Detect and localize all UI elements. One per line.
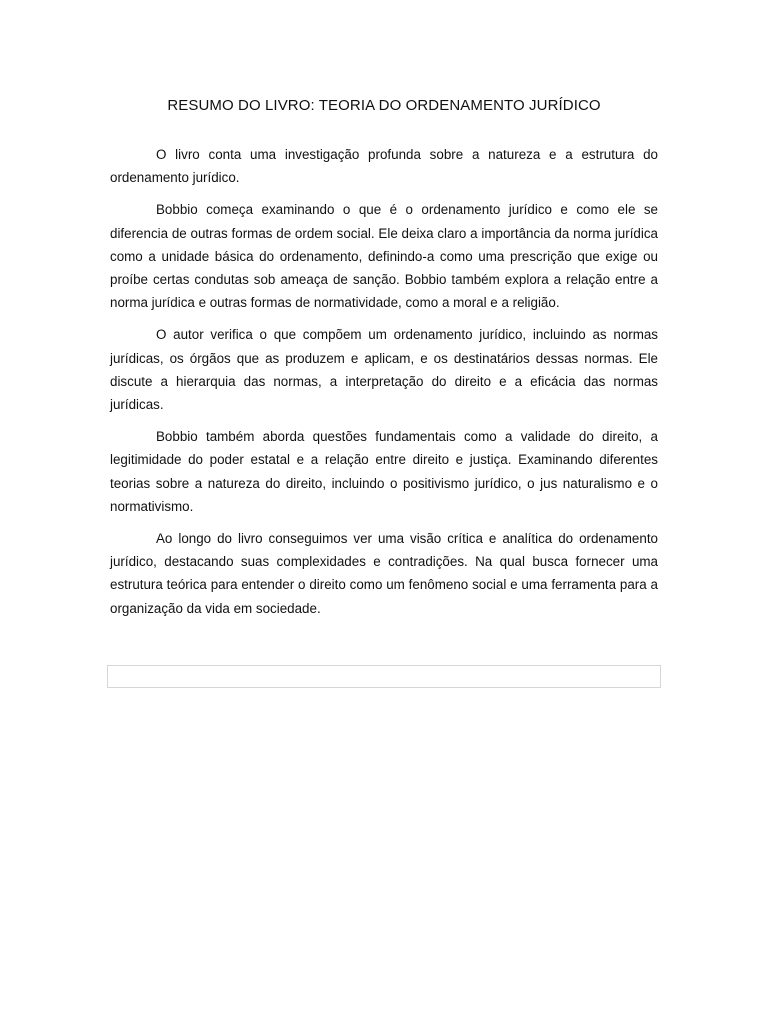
empty-text-box: [107, 665, 661, 688]
paragraph: Bobbio começa examinando o que é o ordenamento jurídico e como ele se diferencia de outras formas de ordem social. Ele deixa claro a importância da norma jurídica como a unidade básica do ordenamento, definindo-a como uma prescrição que exige ou proíbe certas condutas sob ameaça de sanção. Bobbio também explora a relação entre a norma jurídica e outras formas de normatividade, como a moral e a religião.: [110, 202, 658, 311]
paragraph: Bobbio também aborda questões fundamentais como a validade do direito, a legitimidade do poder estatal e a relação entre direito e justiça. Examinando diferentes teorias sobre a natureza do direito, incluindo o positivismo jurídico, o jus naturalismo e o normativismo.: [110, 429, 658, 514]
document-title: RESUMO DO LIVRO: TEORIA DO ORDENAMENTO JURÍDICO: [167, 97, 601, 114]
document-body: [110, 143, 658, 629]
paragraph: O autor verifica o que compõem um ordenamento jurídico, incluindo as normas jurídicas, os órgãos que as produzem e aplicam, e os destinatários dessas normas. Ele discute a hierarquia das normas, a interpretação do direito e a eficácia das normas jurídicas.: [110, 327, 658, 413]
paragraph: O livro conta uma investigação profunda sobre a natureza e a estrutura do ordenamento jurídico.: [110, 147, 658, 186]
paragraph: Ao longo do livro conseguimos ver uma visão crítica e analítica do ordenamento jurídico, destacando suas complexidades e contradições. Na qual busca fornecer uma estrutura teórica para entender o direito como um fenômeno social e uma ferramenta para a organização da vida em sociedade.: [110, 531, 658, 616]
